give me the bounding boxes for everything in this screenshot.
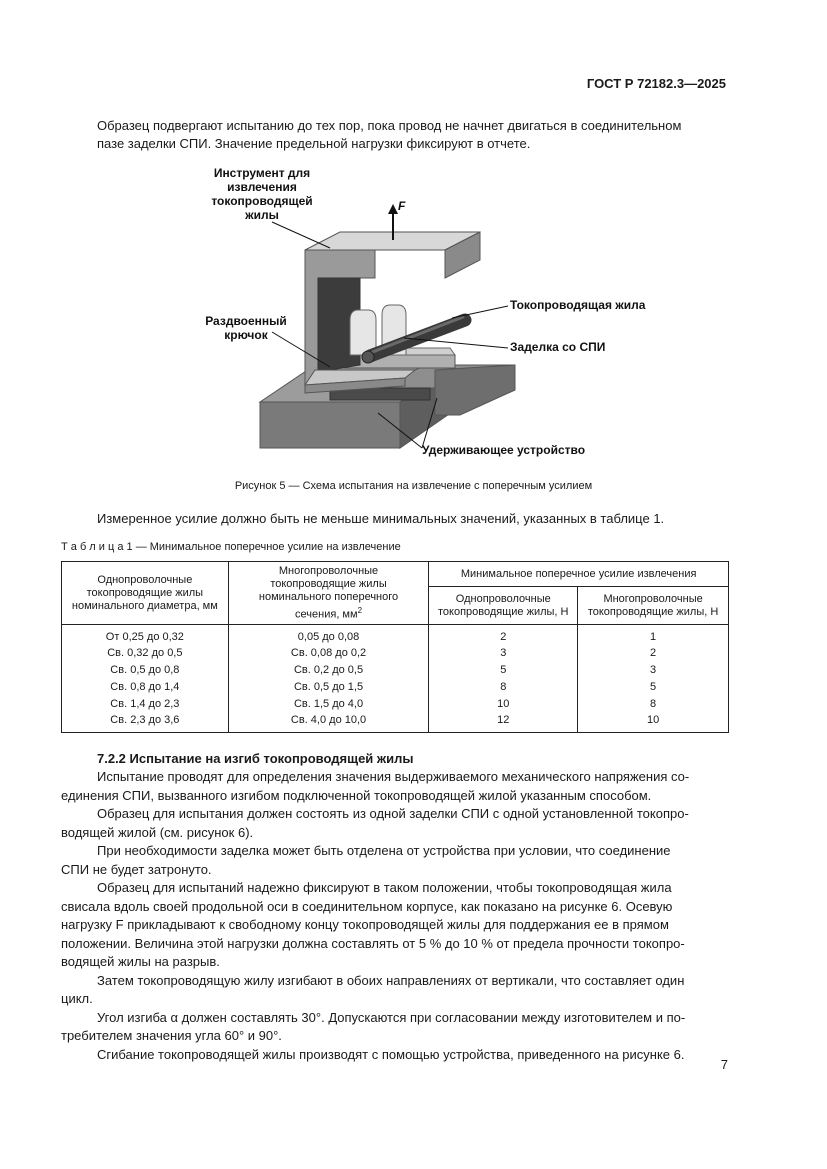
table-min-force [61,561,729,733]
para-6-line-2: требителем значения угла 60° и 90°. [61,1028,282,1043]
para-4-line-1: Образец для испытаний надежно фиксируют в таком положении, чтобы токопроводящая жила [97,880,672,895]
header-group: Минимальное поперечное усилие извлечения [429,562,729,587]
contact-left [350,310,376,355]
termination-block [345,355,455,368]
header-col3: Однопроволочные токопроводящие жилы, Н [429,587,578,625]
header-col2: Многопроволочные токопроводящие жилы номинального поперечного сечения, $мм^2$ [228,562,429,625]
leader-wire [452,306,508,318]
leader-tool [272,222,330,248]
intro-paragraph-line-1: Образец подвергают испытанию до тех пор, пока провод не начнет двигаться в соединительном [97,118,682,133]
section-body [61,768,728,1064]
table-title: Т а б л и ц а 1 — Минимальное поперечное усилие на извлечение [61,541,401,553]
para-4-line-5: водящей жилы на разрыв. [61,954,220,969]
label-force: F [398,199,406,213]
page-number: 7 [720,1057,728,1072]
para-7-line-1: Сгибание токопроводящей жилы производят с помощью устройства, приведенного на рисунке 6. [97,1046,685,1062]
table-row: Св. 2,3 до 3,6 Св. 4,0 до 10,0 12 10 [62,713,729,733]
table-row: От 0,25 до 0,32 0,05 до 0,08 2 1 [62,625,729,645]
holder-right-front [435,365,515,415]
para-4-line-4: положении. Величина этой нагрузки должна составлять от 5 % до 10 % от предела прочности токопро- [61,935,685,951]
wire-end [362,351,374,363]
para-4-line-2: свисала вдоль своей продольной оси в соединительном корпусе, как показано на рисунке 6. Осевую [61,898,673,914]
document-code: ГОСТ Р 72182.3—2025 [586,76,726,91]
para-4-line-3: нагрузку F прикладывают к свободному концу токопроводящей жилы для поддержания ее в прямом [61,917,669,932]
para-6-line-1: Угол изгиба α должен составлять 30°. Допускаются при согласовании между изготовителем и по- [97,1009,686,1025]
para-2-line-1: Образец для испытания должен состоять из одной заделки СПИ с одной установленной токопро- [97,806,689,821]
para-5-line-2: цикл. [61,991,93,1006]
label-hook: Раздвоенный крючок [205,314,287,342]
intro-paragraph-line-2: пазе заделки СПИ. Значение предельной нагрузки фиксируют в отчете. [97,136,531,151]
para-1-line-1: Испытание проводят для определения значения выдерживаемого механического напряжения со- [97,769,690,784]
label-holder: Удерживающее устройство [422,443,586,457]
table-row: Св. 0,32 до 0,5 Св. 0,08 до 0,2 3 2 [62,645,729,662]
header-col1: Однопроволочные токопроводящие жилы номинального диаметра, мм [62,562,229,625]
para-5-line-1: Затем токопроводящую жилу изгибают в обоих направлениях от вертикали, что составляет один [97,972,685,988]
para-3-line-2: СПИ не будет затронуто. [61,861,212,877]
after-figure-text: Измеренное усилие должно быть не меньше минимальных значений, указанных в таблице 1. [97,511,665,526]
para-1-line-2: единения СПИ, вызванного изгибом подключенной токопроводящей жилой указанным способом. [61,787,652,803]
holder-base-front [260,402,400,448]
label-tool: Инструмент для извлечения токопроводящей жилы [211,166,313,222]
table-row: Св. 0,5 до 0,8 Св. 0,2 до 0,5 5 3 [62,662,729,679]
para-2-line-2: водящей жилой (см. рисунок 6). [61,824,254,840]
table-row: Св. 1,4 до 2,3 Св. 1,5 до 4,0 10 8 [62,696,729,713]
section-heading: 7.2.2 Испытание на изгиб токопроводящей жилы [97,751,414,766]
table-row: Св. 0,8 до 1,4 Св. 0,5 до 1,5 8 5 [62,679,729,696]
header-col4: Многопроволочные токопроводящие жилы, Н [578,587,729,625]
label-termination: Заделка со СПИ [510,340,606,354]
para-3-line-1: При необходимости заделка может быть отделена от устройства при условии, что соединение [97,843,671,858]
label-wire: Токопроводящая жила [510,298,646,312]
figure-caption: Рисунок 5 — Схема испытания на извлечение с поперечным усилием [234,480,593,492]
